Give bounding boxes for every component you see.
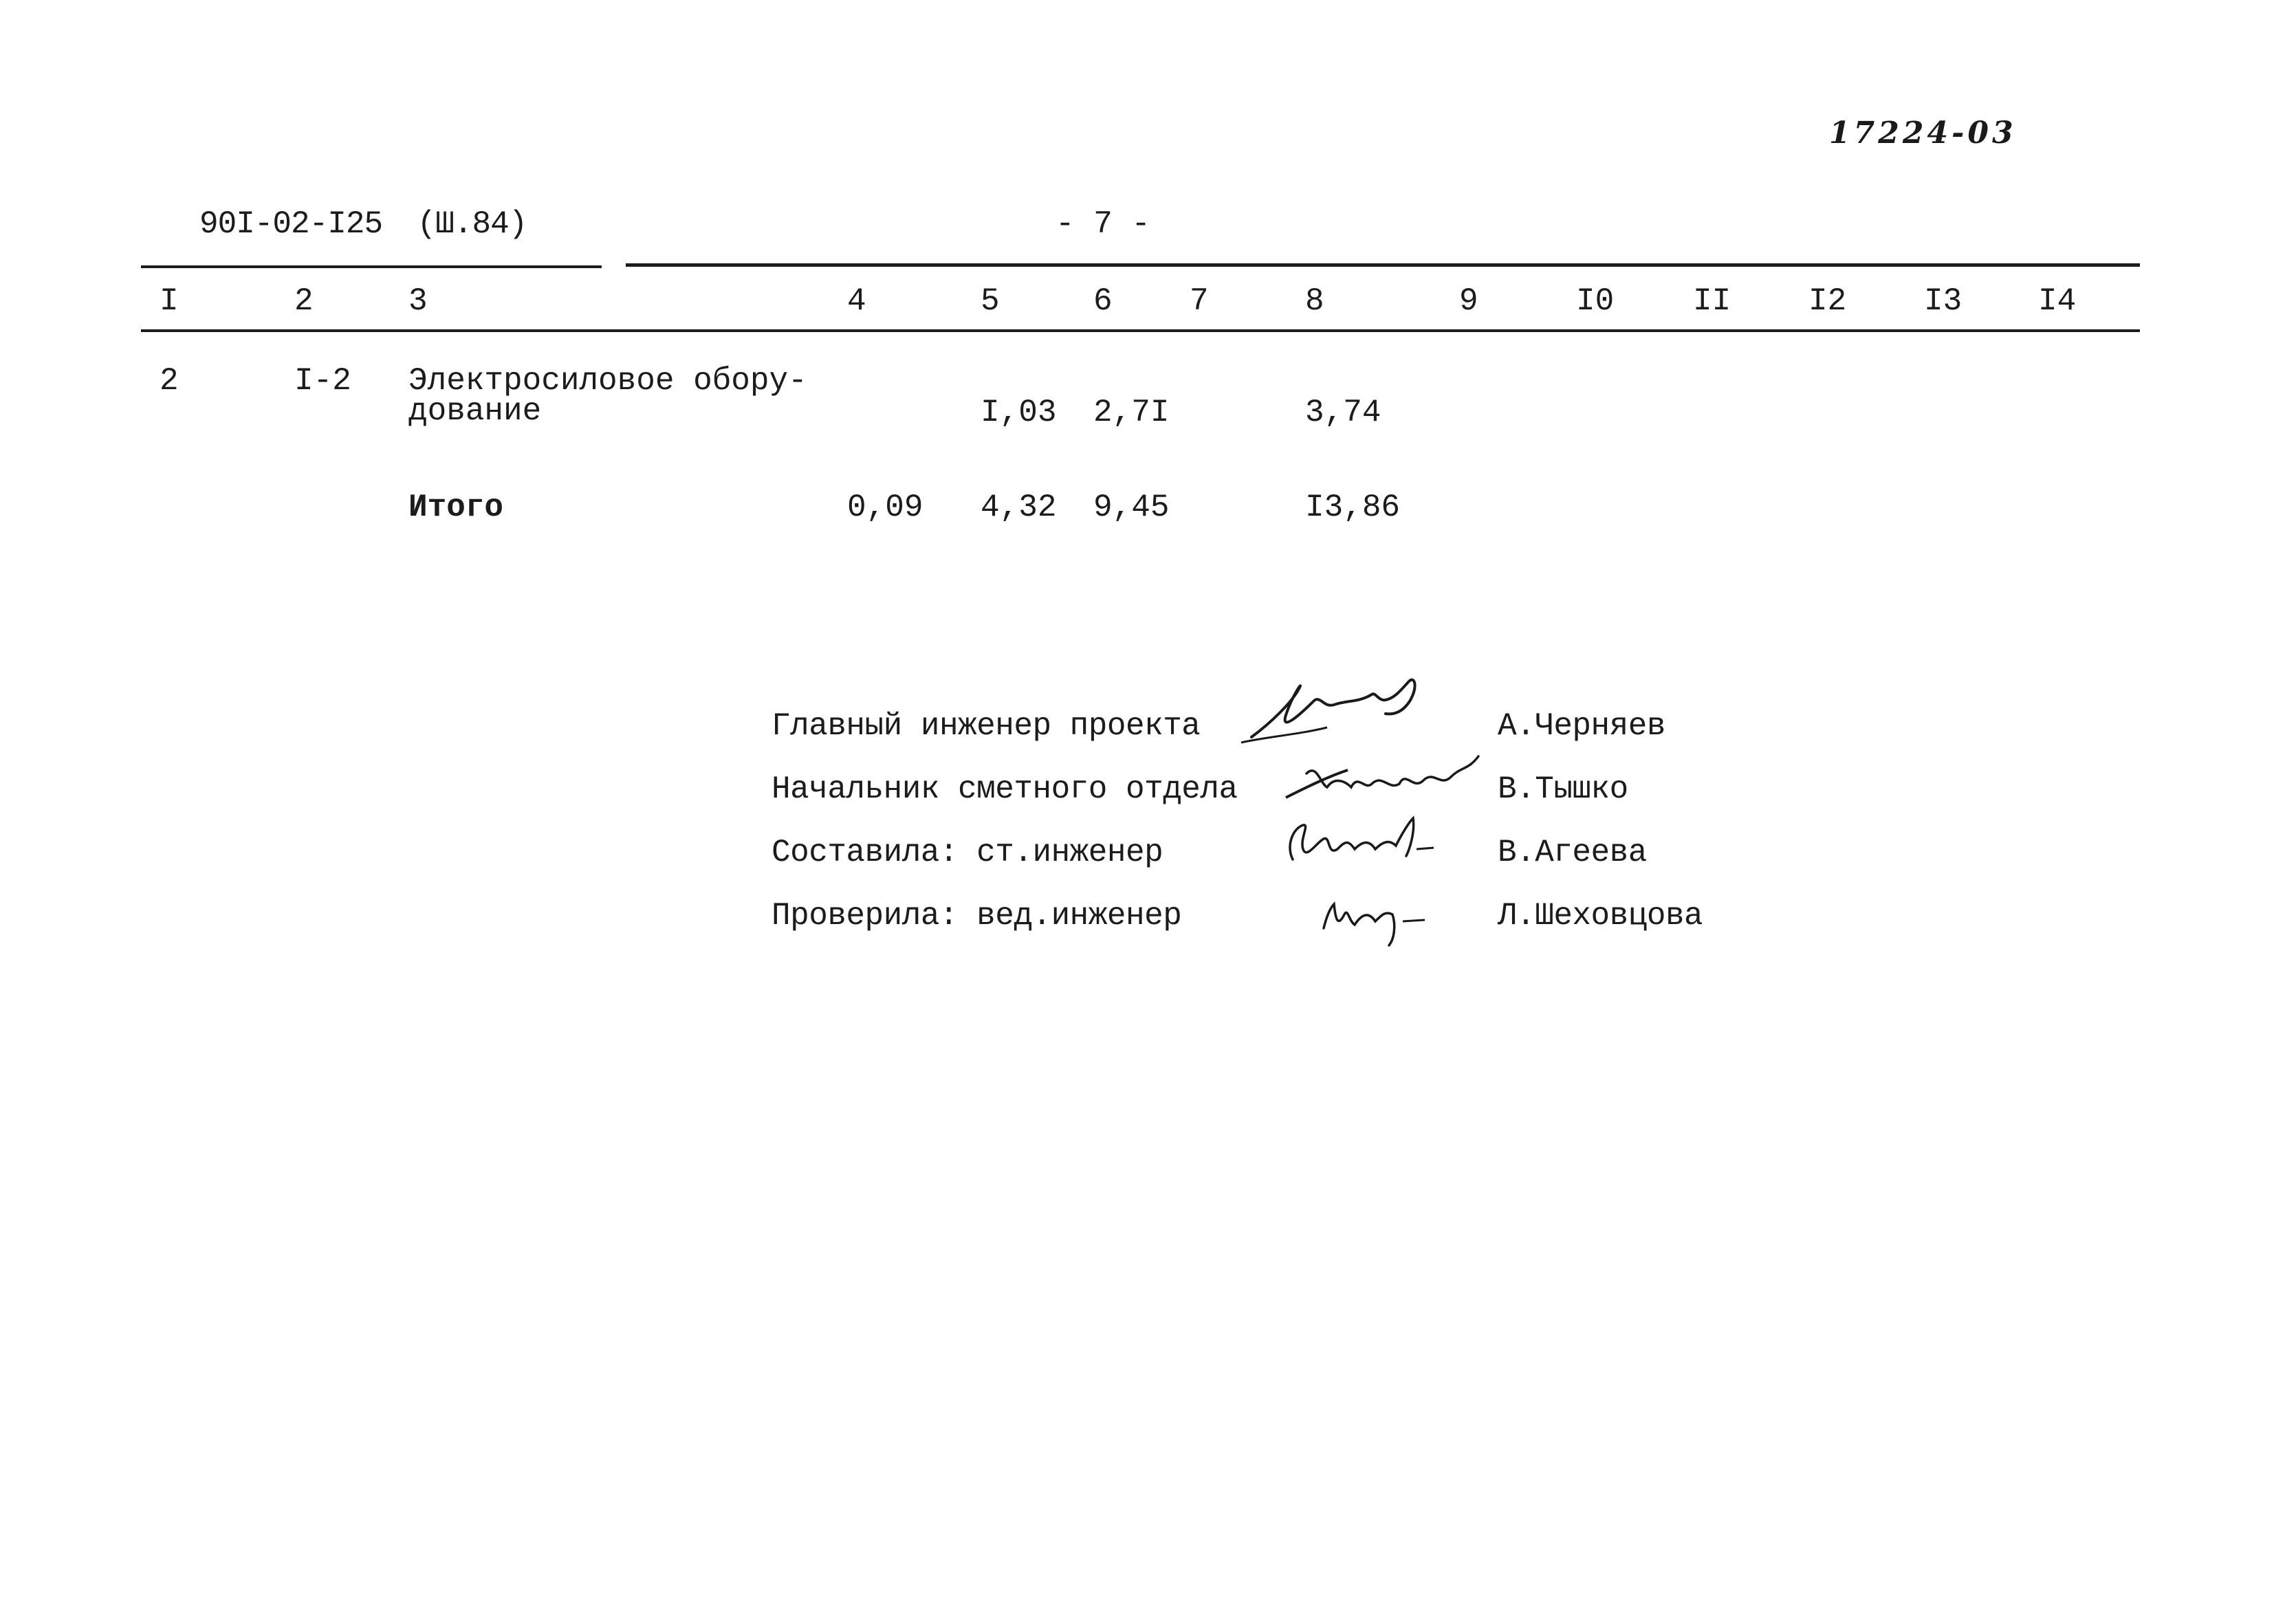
cell-col5: 4,32 — [981, 490, 1057, 525]
document-code-suffix: (Ш.84) — [417, 206, 527, 242]
document-code — [199, 206, 527, 242]
column-number: 4 — [847, 283, 866, 319]
signatory-name: А.Черняев — [1498, 708, 1665, 744]
column-number: I — [160, 283, 179, 319]
handwritten-signature — [1238, 674, 1465, 756]
cell-col5: I,03 — [981, 395, 1057, 430]
table-top-rule-left — [141, 265, 602, 268]
cell-description-line2: дование — [408, 393, 542, 429]
handwritten-document-number: 17224-03 — [1829, 116, 2017, 151]
table-header-bottom-rule — [141, 329, 2140, 332]
cell-col6: 9,45 — [1093, 490, 1170, 525]
column-number: I4 — [2038, 283, 2077, 319]
cell-col6: 2,7I — [1093, 395, 1170, 430]
column-number: 2 — [294, 283, 314, 319]
column-number: 5 — [981, 283, 1000, 319]
column-number: 8 — [1305, 283, 1324, 319]
signature-role-label: Главный инженер проекта — [772, 708, 1201, 744]
cell-col4: 0,09 — [847, 490, 923, 525]
handwritten-signature — [1313, 887, 1451, 949]
column-number: II — [1693, 283, 1731, 319]
handwritten-signature — [1279, 811, 1444, 873]
handwritten-signature — [1279, 749, 1499, 811]
column-number: 3 — [408, 283, 428, 319]
cell-code: I-2 — [294, 363, 351, 399]
cell-description-line1: Электросиловое обору- — [408, 363, 807, 399]
cell-position-number: 2 — [160, 363, 179, 399]
signatory-name: В.Агеева — [1498, 835, 1647, 870]
column-number: 9 — [1459, 283, 1478, 319]
column-number: 7 — [1190, 283, 1209, 319]
signatory-name: Л.Шеховцова — [1498, 898, 1703, 934]
column-number: I0 — [1576, 283, 1615, 319]
signature-role-label: Начальник сметного отдела — [772, 771, 1238, 807]
signature-role-label: Проверила: вед.инженер — [772, 898, 1182, 934]
signatory-name: В.Тышко — [1498, 771, 1628, 807]
cell-col8: I3,86 — [1305, 490, 1401, 525]
signature-role-label: Составила: ст.инженер — [772, 835, 1163, 870]
column-number: I2 — [1808, 283, 1847, 319]
cell-col8: 3,74 — [1305, 395, 1381, 430]
page-number: - 7 - — [1056, 206, 1151, 242]
column-number: 6 — [1093, 283, 1113, 319]
column-number: I3 — [1924, 283, 1963, 319]
document-code-main: 90I-02-I25 — [199, 206, 383, 242]
cell-total-label: Итого — [408, 490, 504, 525]
table-top-rule-right — [626, 263, 2140, 267]
